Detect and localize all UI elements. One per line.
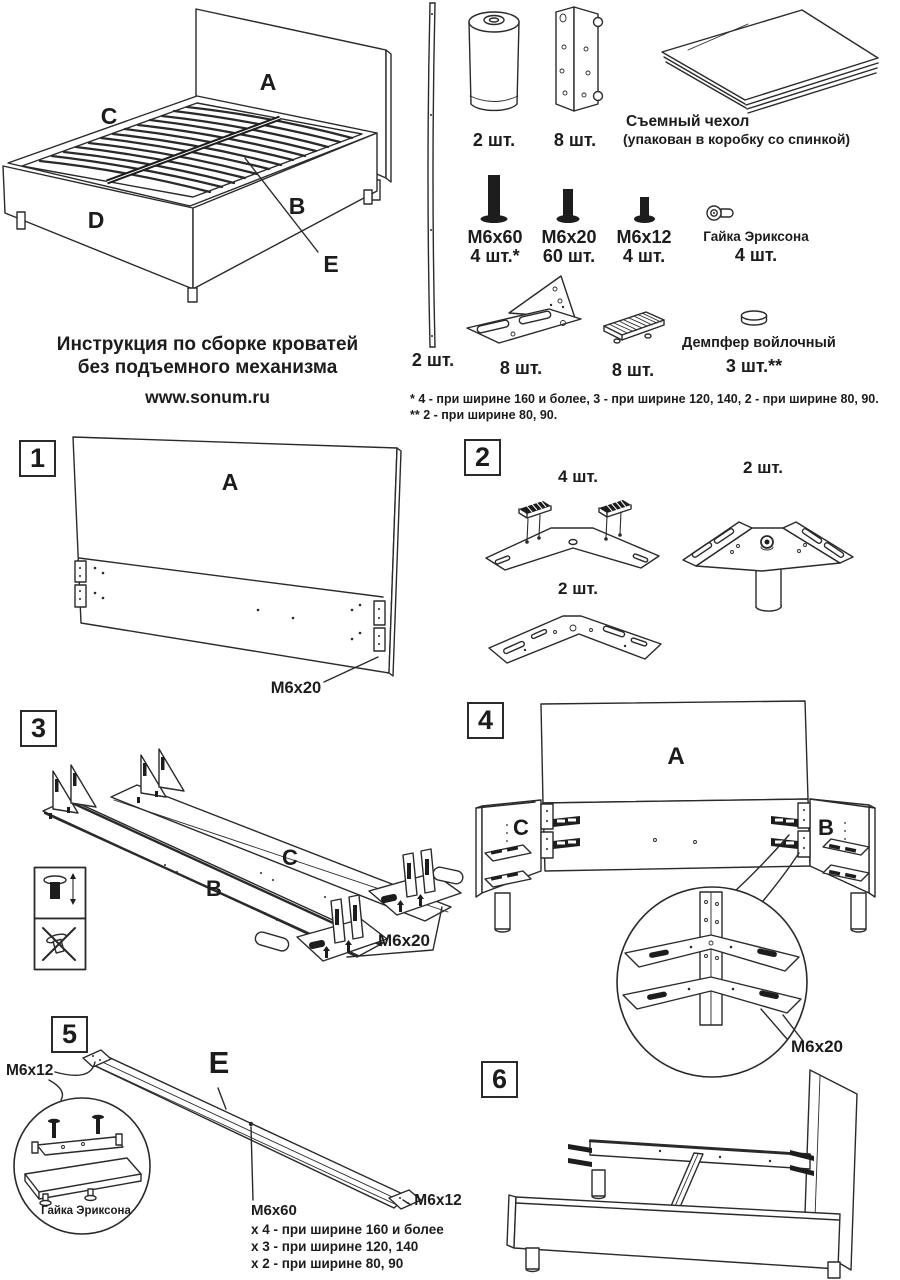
step-4-label-b: B [818,815,834,840]
step-3-fastener-label: M6x20 [378,931,430,950]
step-3-label-c: C [282,845,298,870]
corner-bracket-qty-label: 8 шт. [553,130,597,150]
step-5-fastener-left-label: M6x12 [6,1062,54,1079]
footnote-1: * 4 - при ширине 160 и более, 3 - при ширине 120, 140, 2 - при ширине 80, 90. [410,392,879,406]
step-5-number: 5 [51,1016,88,1053]
detail-circle [617,887,807,1077]
step-6-drawing [470,1062,900,1280]
front-panel [507,1195,840,1278]
step-2-number: 2 [464,439,501,476]
damper-strip-qty-label: 8 шт. [611,360,655,380]
step-2-qty-right-label: 2 шт. [743,458,783,477]
felt-damper-left [519,501,551,518]
leg-qty-label: 2 шт. [472,130,516,150]
felt-damper-qty-label: 3 шт.** [725,356,783,376]
step-3-inset-box [33,866,87,972]
m6x20-qty-label: 60 шт. [542,246,596,266]
step-4-label-a: A [667,743,685,770]
cover-note-label: (упакован в коробку со спинкой) [623,131,851,147]
step-4-label-c: C [513,815,529,840]
step-2-bracket-with-leg-drawing [672,495,868,615]
step-5-note-line1: x 4 - при ширине 160 и более [251,1222,444,1237]
headboard-strip [543,799,810,871]
overview-label-b: B [288,193,306,219]
slat-qty-label: 2 шт. [411,350,455,370]
cover-name-label: Съемный чехол [626,113,750,130]
step-5-label-e: E [208,1045,230,1080]
step-4-number: 4 [467,702,504,739]
footnote-2: ** 2 - при ширине 80, 90. [410,408,558,422]
step-5-note-line3: x 2 - при ширине 80, 90 [251,1256,404,1271]
m6x12-left-leader-2 [49,1080,63,1100]
step-5-fastener-right-label: M6x12 [414,1192,462,1209]
step-2-plain-bracket-drawing [485,602,667,668]
overview-label-c: C [100,103,118,129]
bolt-m6x12-icon [634,197,655,223]
step-2-bracket-with-dampers-drawing [483,492,665,578]
bolt-m6x20-icon [557,189,580,223]
bed-overview-drawing [0,0,420,332]
step-4-fastener-label: M6x20 [791,1037,843,1056]
erikson-nut-icon [707,206,733,220]
step-3-label-b: B [206,876,222,901]
part-cover-drawing [650,8,882,120]
step-2-qty-bottom-label: 2 шт. [558,579,598,598]
m6x12-qty-label: 4 шт. [622,246,666,266]
overview-label-e: E [323,251,339,277]
bolt-m6x60-icon [481,175,508,223]
part-leg-drawing [466,8,522,118]
step-5-note-title: M6x60 [251,1202,297,1219]
step-5-nut-label: Гайка Эриксона [41,1205,131,1217]
step-6-number: 6 [481,1061,518,1098]
label-e-leader [218,1088,226,1109]
m6x20-name-label: M6x20 [541,227,597,247]
part-corner-bracket-drawing [548,5,600,113]
m6x12-name-label: M6x12 [616,227,672,247]
part-damper-strip-drawing [600,310,666,346]
erikson-qty-label: 4 шт. [734,245,778,265]
step-2-qty-top-label: 4 шт. [558,467,598,486]
m6x60-name-label: M6x60 [467,227,523,247]
part-felt-damper-drawing [740,310,768,327]
m6x60-qty-label: 4 шт.* [470,246,520,266]
side-rail-c [111,749,464,921]
sheet-title-line1: Инструкция по сборке кроватей [56,334,359,355]
erikson-name-label: Гайка Эриксона [703,229,809,244]
step-1-number: 1 [19,440,56,477]
felt-damper-name-label: Демпфер войлочный [682,335,836,351]
overview-label-a: A [259,69,277,95]
part-long-slat-drawing [423,0,439,352]
step-1-label-a: A [221,469,239,495]
website-url: www.sonum.ru [145,387,270,407]
overview-label-d: D [87,207,105,233]
step-5-note-line2: x 3 - при ширине 120, 140 [251,1239,419,1254]
gusset-qty-label: 8 шт. [499,358,543,378]
sheet-title-line2: без подъемного механизма [77,357,338,378]
part-gusset-bracket-drawing [465,273,587,347]
step-3-number: 3 [20,710,57,747]
felt-damper-right [599,500,631,517]
step-1-fastener-label: M6x20 [270,679,322,697]
